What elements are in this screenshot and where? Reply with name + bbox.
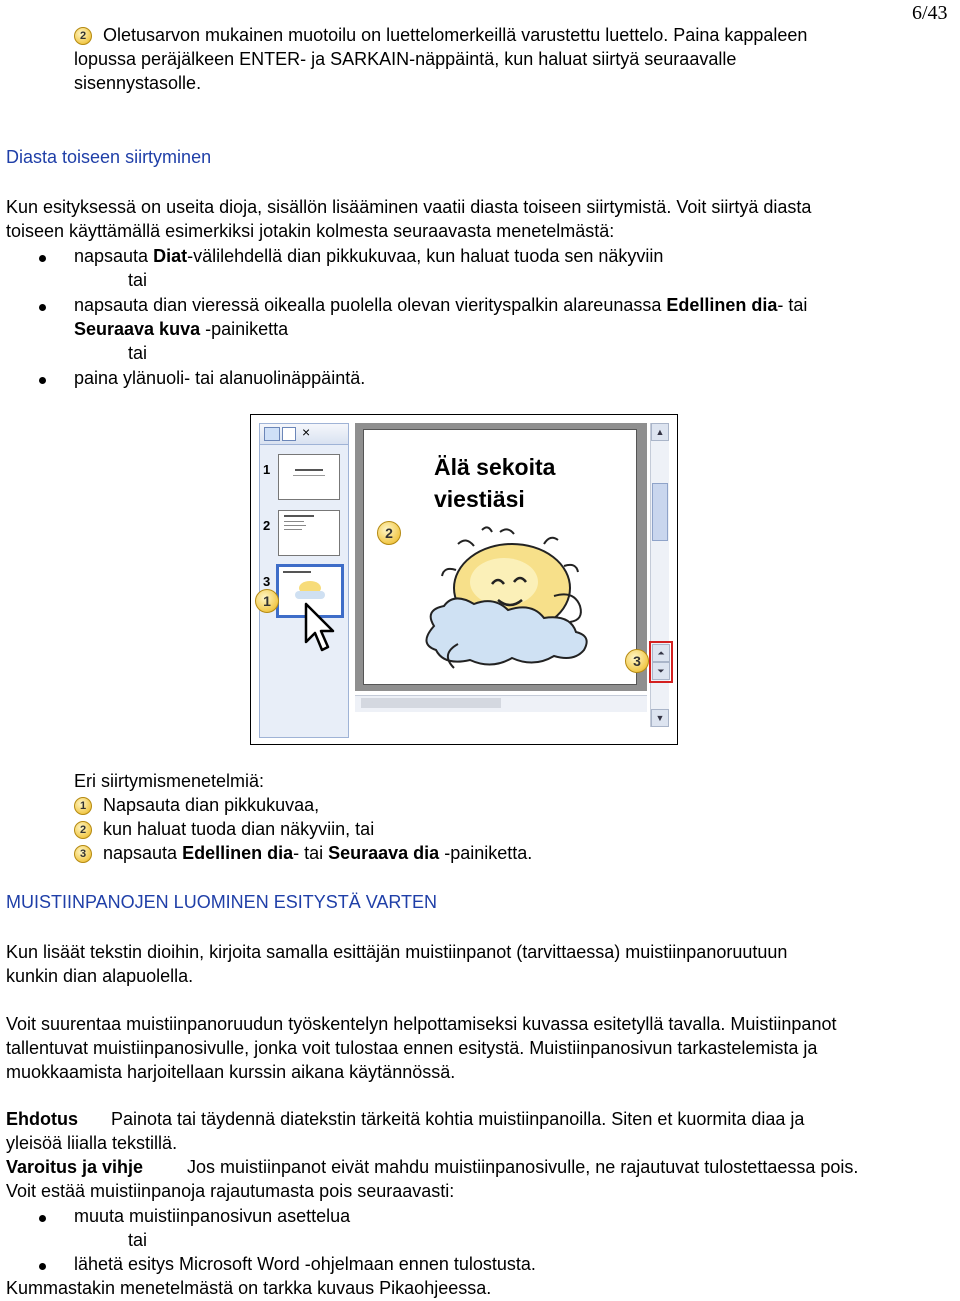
current-slide [363, 429, 637, 685]
bullet-icon [39, 1263, 46, 1270]
step-2-icon: 2 [74, 27, 92, 45]
or-text: tai [128, 343, 148, 363]
section2-bullet-1: muuta muistiinpanosivun asettelua [74, 1206, 351, 1226]
intro-line-2: lopussa peräjälkeen ENTER- ja SARKAIN-näppäintä, kun haluat siirtyä seuraavalle [74, 49, 737, 69]
tip-text-line-1: Painota tai täydennä diatekstin tärkeitä kohtia muistiinpanoilla. Siten et kuormita diaa ja [111, 1109, 805, 1129]
section1-para-line-1: Kun esityksessä on useita dioja, sisällön lisääminen vaatii diasta toiseen siirtymistä. Voit siirtyä diasta [6, 197, 812, 217]
bullet-icon [39, 304, 46, 311]
horizontal-scroll-thumb[interactable] [361, 698, 501, 708]
section-heading-speaker-notes: MUISTIINPANOJEN LUOMINEN ESITYSTÄ VARTEN [6, 892, 438, 912]
slide-editing-area [355, 423, 647, 691]
bullet-icon [39, 377, 46, 384]
step-1-icon: 1 [74, 797, 92, 815]
tip-text-line-2: yleisöä liialla tekstillä. [6, 1133, 178, 1153]
section1-bullet-2-line-2: Seuraava kuva -painiketta [74, 319, 289, 339]
slide-title-line-2: viestiäsi [434, 486, 525, 512]
scroll-down-button[interactable]: ▼ [651, 709, 669, 727]
intro-line-1: Oletusarvon mukainen muotoilu on luettelomerkeillä varustettu luettelo. Paina kappaleen [103, 25, 808, 45]
bullet-icon [39, 255, 46, 262]
close-icon: × [302, 424, 311, 440]
section2-p2-line-1: Voit suurentaa muistiinpanoruudun työskentelyn helpottamiseksi kuvassa esitetyllä tavalla. Muistiinpanot [6, 1014, 837, 1034]
section2-bullet-2: lähetä esitys Microsoft Word -ohjelmaan ennen tulostusta. [74, 1254, 536, 1274]
horizontal-scrollbar[interactable] [355, 695, 647, 712]
section2-p1-line-1: Kun lisäät tekstin dioihin, kirjoita samalla esittäjän muistiinpanot (tarvittaessa) muistiinpanoruutuun [6, 942, 788, 962]
section1-bullet-3: paina ylänuoli- tai alanuolinäppäintä. [74, 368, 366, 388]
next-slide-button[interactable]: ⏷ [652, 662, 670, 680]
step-2-icon: 2 [74, 821, 92, 839]
outline-tab-icon [282, 427, 296, 441]
section2-p2-line-2: tallentuvat muistiinpanosivulle, jonka voit tulostaa ennen esitystä. Muistiinpanosivun tarkastelemista ja [6, 1038, 818, 1058]
section2-p2-line-3: muokkaamista harjoitellaan kurssin aikana käytännössä. [6, 1062, 456, 1082]
bullet-icon [39, 1215, 46, 1222]
warning-label: Varoitus ja vihje [6, 1157, 144, 1177]
tip-label: Ehdotus [6, 1109, 78, 1129]
vertical-scrollbar[interactable] [650, 423, 669, 727]
thumb-number-3: 3 [263, 574, 271, 589]
slides-pane-tabs [260, 424, 348, 445]
caption-item-3: napsauta Edellinen dia- tai Seuraava dia -painiketta. [103, 843, 533, 863]
page-number: 6/43 [912, 2, 948, 24]
intro-line-3: sisennystasolle. [74, 73, 202, 93]
warning-text-line-2: Voit estää muistiinpanoja rajautumasta pois seuraavasti: [6, 1181, 455, 1201]
callout-3-icon: 3 [625, 649, 649, 673]
slide-thumbnail-1 [278, 454, 340, 500]
section-heading-slide-navigation: Diasta toiseen siirtyminen [6, 147, 212, 167]
slide-title-line-1: Älä sekoita [434, 454, 556, 480]
scroll-thumb[interactable] [652, 483, 668, 541]
slides-tab-icon [264, 427, 280, 441]
or-text: tai [128, 270, 148, 290]
thumb-number-1: 1 [263, 462, 271, 477]
slides-pane [259, 423, 349, 738]
powerpoint-screenshot-figure [250, 414, 678, 745]
caption-item-2: kun haluat tuoda dian näkyviin, tai [103, 819, 375, 839]
thumb-number-2: 2 [263, 518, 271, 533]
step-3-icon: 3 [74, 845, 92, 863]
section1-bullet-1: napsauta Diat-välilehdellä dian pikkukuvaa, kun haluat tuoda sen näkyviin [74, 246, 664, 266]
closing-text: Kummastakin menetelmästä on tarkka kuvaus Pikaohjeessa. [6, 1278, 492, 1298]
previous-slide-button[interactable]: ⏶ [652, 644, 670, 662]
slide-thumbnail-2 [278, 510, 340, 556]
scroll-up-button[interactable]: ▲ [651, 423, 669, 441]
sun-cloud-clipart-icon [404, 526, 614, 676]
callout-2-icon: 2 [377, 521, 401, 545]
caption-title: Eri siirtymismenetelmiä: [74, 771, 265, 791]
section2-p1-line-2: kunkin dian alapuolella. [6, 966, 194, 986]
section1-para-line-2: toiseen käyttämällä esimerkiksi jotakin kolmesta seuraavasta menetelmästä: [6, 221, 615, 241]
warning-text-line-1: Jos muistiinpanot eivät mahdu muistiinpanosivulle, ne rajautuvat tulostettaessa pois. [187, 1157, 859, 1177]
mouse-pointer-icon [304, 602, 338, 654]
caption-item-1: Napsauta dian pikkukuvaa, [103, 795, 320, 815]
section1-bullet-2-line-1: napsauta dian vieressä oikealla puolella olevan vierityspalkin alareunassa Edellinen dia- tai [74, 295, 808, 315]
callout-1-icon: 1 [255, 589, 279, 613]
or-text: tai [128, 1230, 148, 1250]
prev-next-slide-highlight [649, 641, 673, 683]
